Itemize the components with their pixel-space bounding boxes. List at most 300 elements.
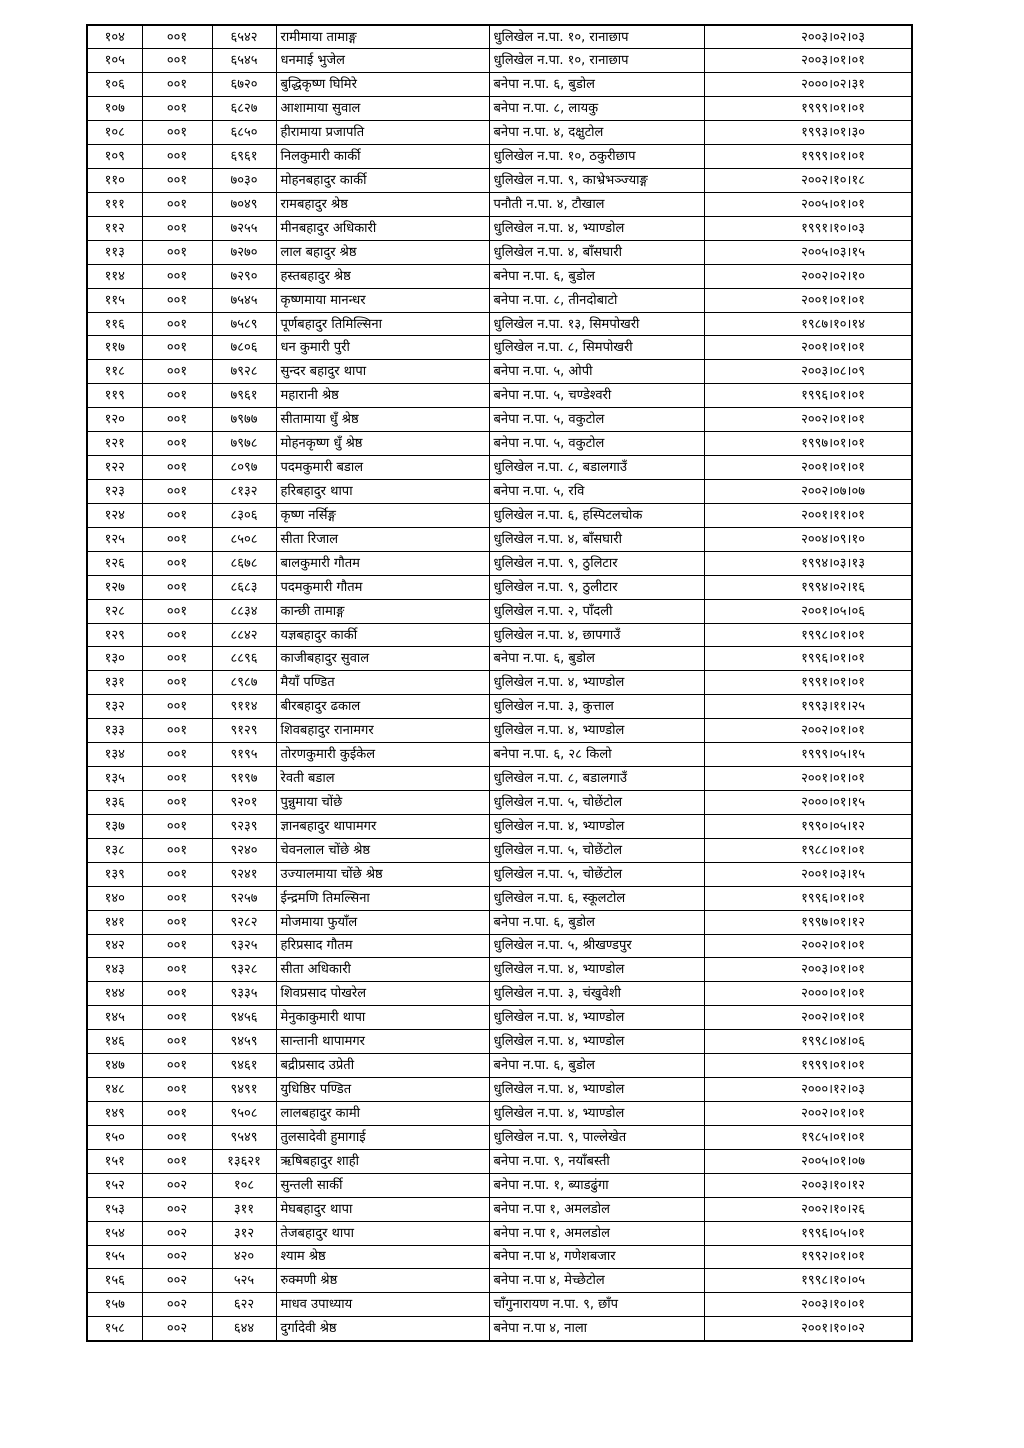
address-cell: बनेपा न.पा १, अमलडोल — [489, 1221, 704, 1245]
code-cell: ००१ — [142, 216, 212, 240]
date-cell: २००३।१०।१२ — [704, 1173, 912, 1197]
table-row — [87, 121, 912, 145]
serial-number-cell: १४१ — [87, 910, 142, 934]
registration-number-cell: ७०४९ — [212, 192, 276, 216]
registration-number-cell: ८३०६ — [212, 503, 276, 527]
registration-number-cell: ७५८९ — [212, 312, 276, 336]
table-row — [87, 814, 912, 838]
code-cell: ००१ — [142, 838, 212, 862]
address-cell: बनेपा न.पा. ८, लायकु — [489, 97, 704, 121]
date-cell: २००३।१०।०१ — [704, 1293, 912, 1317]
code-cell: ००१ — [142, 121, 212, 145]
serial-number-cell: १५८ — [87, 1317, 142, 1341]
address-cell: बनेपा न.पा. ४, दक्षुटोल — [489, 121, 704, 145]
serial-number-cell: १२२ — [87, 456, 142, 480]
table-row — [87, 695, 912, 719]
registration-number-cell: ८१३२ — [212, 480, 276, 504]
address-cell: धुलिखेल न.पा. ४, भ्याण्डोल — [489, 1006, 704, 1030]
date-cell: २००३।०१।०१ — [704, 958, 912, 982]
name-cell: धनमाई भुजेल — [276, 49, 489, 73]
serial-number-cell: १०८ — [87, 121, 142, 145]
serial-number-cell: १३६ — [87, 791, 142, 815]
name-cell: बुद्धिकृष्ण घिमिरे — [276, 73, 489, 97]
date-cell: २००२।०१।०१ — [704, 934, 912, 958]
date-cell: २००२।०२।१० — [704, 264, 912, 288]
name-cell: काजीबहादुर सुवाल — [276, 647, 489, 671]
address-cell: धुलिखेल न.पा. ४, छापगाउँ — [489, 623, 704, 647]
address-cell: धुलिखेल न.पा. १०, ठकुरीछाप — [489, 145, 704, 169]
code-cell: ००१ — [142, 360, 212, 384]
serial-number-cell: १५६ — [87, 1269, 142, 1293]
code-cell: ००१ — [142, 384, 212, 408]
code-cell: ००१ — [142, 647, 212, 671]
name-cell: तुलसादेवी हुमागाई — [276, 1125, 489, 1149]
table-row — [87, 1245, 912, 1269]
registration-number-cell: ८६७८ — [212, 551, 276, 575]
registration-number-cell: ७९६१ — [212, 384, 276, 408]
table-row — [87, 456, 912, 480]
serial-number-cell: १३८ — [87, 838, 142, 862]
date-cell: २००१।०१।०१ — [704, 767, 912, 791]
date-cell: २००१।०१।०१ — [704, 288, 912, 312]
code-cell: ००२ — [142, 1317, 212, 1341]
table-row — [87, 551, 912, 575]
name-cell: हरिप्रसाद गौतम — [276, 934, 489, 958]
code-cell: ००१ — [142, 1101, 212, 1125]
serial-number-cell: ११९ — [87, 384, 142, 408]
records-table — [86, 24, 913, 1342]
records-table-body — [87, 25, 912, 1341]
date-cell: १९९९।०५।१५ — [704, 743, 912, 767]
address-cell: बनेपा न.पा. ६, बुडोल — [489, 264, 704, 288]
name-cell: बालकुमारी गौतम — [276, 551, 489, 575]
code-cell: ००१ — [142, 1006, 212, 1030]
date-cell: २००३।०८।०९ — [704, 360, 912, 384]
code-cell: ००२ — [142, 1221, 212, 1245]
code-cell: ००१ — [142, 886, 212, 910]
code-cell: ००१ — [142, 264, 212, 288]
name-cell: कृष्णमाया मानन्धर — [276, 288, 489, 312]
date-cell: २०००।०२।३१ — [704, 73, 912, 97]
table-row — [87, 910, 912, 934]
registration-number-cell: ९२०१ — [212, 791, 276, 815]
name-cell: ऋषिबहादुर शाही — [276, 1149, 489, 1173]
address-cell: धुलिखेल न.पा. २, पाँदली — [489, 599, 704, 623]
serial-number-cell: १०४ — [87, 25, 142, 49]
date-cell: २००१।०५।०६ — [704, 599, 912, 623]
registration-number-cell: ७९७८ — [212, 432, 276, 456]
table-row — [87, 575, 912, 599]
table-row — [87, 527, 912, 551]
serial-number-cell: १०९ — [87, 145, 142, 169]
address-cell: धुलिखेल न.पा. ५, चोछेंटोल — [489, 791, 704, 815]
code-cell: ००१ — [142, 767, 212, 791]
serial-number-cell: १४८ — [87, 1078, 142, 1102]
table-row — [87, 480, 912, 504]
table-row — [87, 671, 912, 695]
address-cell: धुलिखेल न.पा. ४, भ्याण्डोल — [489, 814, 704, 838]
serial-number-cell: १५२ — [87, 1173, 142, 1197]
registration-number-cell: ७२७० — [212, 240, 276, 264]
name-cell: पदमकुमारी गौतम — [276, 575, 489, 599]
table-row — [87, 384, 912, 408]
date-cell: १९९४।०३।१३ — [704, 551, 912, 575]
serial-number-cell: १४५ — [87, 1006, 142, 1030]
address-cell: बनेपा न.पा. ५, चण्डेश्वरी — [489, 384, 704, 408]
address-cell: धुलिखेल न.पा. ५, चोछेंटोल — [489, 838, 704, 862]
registration-number-cell: ७०३० — [212, 169, 276, 193]
code-cell: ००१ — [142, 145, 212, 169]
address-cell: बनेपा न.पा. ६, बुडोल — [489, 647, 704, 671]
code-cell: ००२ — [142, 1197, 212, 1221]
code-cell: ००१ — [142, 73, 212, 97]
date-cell: २००५।०३।१५ — [704, 240, 912, 264]
address-cell: बनेपा न.पा. ८, तीनदोबाटो — [489, 288, 704, 312]
date-cell: २०००।०१।०१ — [704, 982, 912, 1006]
registration-number-cell: ९१९७ — [212, 767, 276, 791]
date-cell: २००१।११।०१ — [704, 503, 912, 527]
address-cell: धुलिखेल न.पा. ८, बडालगाउँ — [489, 767, 704, 791]
table-row — [87, 886, 912, 910]
table-row — [87, 838, 912, 862]
code-cell: ००१ — [142, 958, 212, 982]
name-cell: हरिबहादुर थापा — [276, 480, 489, 504]
name-cell: धन कुमारी पुरी — [276, 336, 489, 360]
table-row — [87, 1269, 912, 1293]
name-cell: हीरामाया प्रजापति — [276, 121, 489, 145]
address-cell: धुलिखेल न.पा. ५, श्रीखण्डपुर — [489, 934, 704, 958]
registration-number-cell: १३६२१ — [212, 1149, 276, 1173]
code-cell: ००१ — [142, 623, 212, 647]
registration-number-cell: ५२५ — [212, 1269, 276, 1293]
address-cell: बनेपा न.पा ४, मेच्छेटोल — [489, 1269, 704, 1293]
name-cell: रामीमाया तामाङ्ग — [276, 25, 489, 49]
registration-number-cell: ६९६१ — [212, 145, 276, 169]
serial-number-cell: १४२ — [87, 934, 142, 958]
address-cell: बनेपा न.पा. ६, बुडोल — [489, 73, 704, 97]
registration-number-cell: ३११ — [212, 1197, 276, 1221]
address-cell: धुलिखेल न.पा. १०, रानाछाप — [489, 25, 704, 49]
address-cell: बनेपा न.पा. ५, ओपी — [489, 360, 704, 384]
serial-number-cell: ११३ — [87, 240, 142, 264]
name-cell: पुन्नुमाया चोंछे — [276, 791, 489, 815]
serial-number-cell: १२१ — [87, 432, 142, 456]
code-cell: ००१ — [142, 791, 212, 815]
registration-number-cell: ३१२ — [212, 1221, 276, 1245]
serial-number-cell: १४४ — [87, 982, 142, 1006]
serial-number-cell: १२० — [87, 408, 142, 432]
table-row — [87, 623, 912, 647]
code-cell: ००१ — [142, 743, 212, 767]
name-cell: मोहनकृष्ण धुँ श्रेष्ठ — [276, 432, 489, 456]
registration-number-cell: ९२४० — [212, 838, 276, 862]
address-cell: धुलिखेल न.पा. ४, बाँसघारी — [489, 240, 704, 264]
date-cell: २००३।०२।०३ — [704, 25, 912, 49]
table-row — [87, 1293, 912, 1317]
address-cell: धुलिखेल न.पा. ९, ठुलीटार — [489, 575, 704, 599]
serial-number-cell: १३५ — [87, 767, 142, 791]
table-row — [87, 934, 912, 958]
name-cell: चेवनलाल चोंछे श्रेष्ठ — [276, 838, 489, 862]
serial-number-cell: १५७ — [87, 1293, 142, 1317]
code-cell: ००१ — [142, 1149, 212, 1173]
table-row — [87, 432, 912, 456]
serial-number-cell: १५१ — [87, 1149, 142, 1173]
table-row — [87, 336, 912, 360]
name-cell: तोरणकुमारी कुईकेल — [276, 743, 489, 767]
table-row — [87, 1149, 912, 1173]
table-row — [87, 73, 912, 97]
registration-number-cell: ८६८३ — [212, 575, 276, 599]
name-cell: मैयाँ पण्डित — [276, 671, 489, 695]
table-row — [87, 288, 912, 312]
registration-number-cell: ७८०६ — [212, 336, 276, 360]
address-cell: धुलिखेल न.पा. १०, रानाछाप — [489, 49, 704, 73]
table-row — [87, 408, 912, 432]
code-cell: ००१ — [142, 25, 212, 49]
table-row — [87, 240, 912, 264]
serial-number-cell: १३४ — [87, 743, 142, 767]
registration-number-cell: ४२० — [212, 1245, 276, 1269]
code-cell: ००१ — [142, 814, 212, 838]
serial-number-cell: १३१ — [87, 671, 142, 695]
name-cell: सीता अधिकारी — [276, 958, 489, 982]
table-row — [87, 360, 912, 384]
address-cell: धुलिखेल न.पा. ४, भ्याण्डोल — [489, 1078, 704, 1102]
code-cell: ००१ — [142, 240, 212, 264]
table-row — [87, 1173, 912, 1197]
date-cell: १९९८।०४।०६ — [704, 1030, 912, 1054]
table-row — [87, 1054, 912, 1078]
address-cell: धुलिखेल न.पा. ९, पाल्लेखेत — [489, 1125, 704, 1149]
name-cell: बीरबहादुर ढकाल — [276, 695, 489, 719]
code-cell: ००१ — [142, 192, 212, 216]
serial-number-cell: १२६ — [87, 551, 142, 575]
name-cell: ईन्द्रमणि तिमल्सिना — [276, 886, 489, 910]
address-cell: बनेपा न.पा. ६, बुडोल — [489, 910, 704, 934]
registration-number-cell: ६२२ — [212, 1293, 276, 1317]
name-cell: निलकुमारी कार्की — [276, 145, 489, 169]
serial-number-cell: १२४ — [87, 503, 142, 527]
code-cell: ००१ — [142, 551, 212, 575]
registration-number-cell: ९११४ — [212, 695, 276, 719]
registration-number-cell: ६५४५ — [212, 49, 276, 73]
registration-number-cell: ६५४२ — [212, 25, 276, 49]
date-cell: २००१।०१।०१ — [704, 336, 912, 360]
registration-number-cell: ९४५९ — [212, 1030, 276, 1054]
address-cell: धुलिखेल न.पा. ४, भ्याण्डोल — [489, 958, 704, 982]
table-row — [87, 49, 912, 73]
name-cell: श्याम श्रेष्ठ — [276, 1245, 489, 1269]
date-cell: १९९७।०१।०१ — [704, 432, 912, 456]
code-cell: ००१ — [142, 671, 212, 695]
name-cell: हस्तबहादुर श्रेष्ठ — [276, 264, 489, 288]
code-cell: ००१ — [142, 575, 212, 599]
code-cell: ००१ — [142, 456, 212, 480]
table-row — [87, 1078, 912, 1102]
serial-number-cell: १४३ — [87, 958, 142, 982]
date-cell: १९९९।०१।०१ — [704, 97, 912, 121]
table-row — [87, 264, 912, 288]
table-row — [87, 169, 912, 193]
table-row — [87, 599, 912, 623]
address-cell: धुलिखेल न.पा. ४, बाँसघारी — [489, 527, 704, 551]
address-cell: धुलिखेल न.पा. ४, भ्याण्डोल — [489, 1030, 704, 1054]
name-cell: तेजबहादुर थापा — [276, 1221, 489, 1245]
address-cell: धुलिखेल न.पा. ९, काभ्रेभञ्ज्याङ्ग — [489, 169, 704, 193]
name-cell: मीनबहादुर अधिकारी — [276, 216, 489, 240]
table-row — [87, 719, 912, 743]
name-cell: मेघबहादुर थापा — [276, 1197, 489, 1221]
code-cell: ००१ — [142, 432, 212, 456]
table-row — [87, 312, 912, 336]
date-cell: २००२।१०।२६ — [704, 1197, 912, 1221]
registration-number-cell: ७२५५ — [212, 216, 276, 240]
registration-number-cell: ९१९५ — [212, 743, 276, 767]
date-cell: १९९८।१०।०५ — [704, 1269, 912, 1293]
serial-number-cell: ११५ — [87, 288, 142, 312]
registration-number-cell: ८८९६ — [212, 647, 276, 671]
serial-number-cell: ११० — [87, 169, 142, 193]
serial-number-cell: १३२ — [87, 695, 142, 719]
date-cell: १९९१।०१।०१ — [704, 671, 912, 695]
address-cell: धुलिखेल न.पा. ५, चोछेंटोल — [489, 862, 704, 886]
table-row — [87, 982, 912, 1006]
serial-number-cell: ११६ — [87, 312, 142, 336]
serial-number-cell: १३७ — [87, 814, 142, 838]
address-cell: धुलिखेल न.पा. ८, सिमपोखरी — [489, 336, 704, 360]
date-cell: १९९६।०१।०१ — [704, 384, 912, 408]
address-cell: बनेपा न.पा. ६, २८ किलो — [489, 743, 704, 767]
code-cell: ००१ — [142, 934, 212, 958]
address-cell: बनेपा न.पा १, अमलडोल — [489, 1197, 704, 1221]
registration-number-cell: ६८२७ — [212, 97, 276, 121]
name-cell: मेनुकाकुमारी थापा — [276, 1006, 489, 1030]
code-cell: ००१ — [142, 695, 212, 719]
date-cell: २००१।०३।१५ — [704, 862, 912, 886]
registration-number-cell: ९४९१ — [212, 1078, 276, 1102]
registration-number-cell: ८८३४ — [212, 599, 276, 623]
table-row — [87, 1197, 912, 1221]
code-cell: ००१ — [142, 982, 212, 1006]
registration-number-cell: ९५०८ — [212, 1101, 276, 1125]
address-cell: बनेपा न.पा. ५, वकुटोल — [489, 432, 704, 456]
name-cell: रुक्मणी श्रेष्ठ — [276, 1269, 489, 1293]
serial-number-cell: १२७ — [87, 575, 142, 599]
name-cell: लाल बहादुर श्रेष्ठ — [276, 240, 489, 264]
code-cell: ००२ — [142, 1245, 212, 1269]
name-cell: सुन्दर बहादुर थापा — [276, 360, 489, 384]
registration-number-cell: ९२४१ — [212, 862, 276, 886]
name-cell: शिवबहादुर रानामगर — [276, 719, 489, 743]
serial-number-cell: १३३ — [87, 719, 142, 743]
date-cell: १९९२।०१।०१ — [704, 1245, 912, 1269]
name-cell: सीता रिजाल — [276, 527, 489, 551]
date-cell: १९९८।०१।०१ — [704, 623, 912, 647]
date-cell: १९९९।०१।०१ — [704, 145, 912, 169]
serial-number-cell: ११८ — [87, 360, 142, 384]
registration-number-cell: ६८५० — [212, 121, 276, 145]
date-cell: २००४।०९।१० — [704, 527, 912, 551]
date-cell: १९८५।०१।०१ — [704, 1125, 912, 1149]
code-cell: ००१ — [142, 480, 212, 504]
code-cell: ००१ — [142, 1030, 212, 1054]
address-cell: धुलिखेल न.पा. ३, चंखुवेशी — [489, 982, 704, 1006]
date-cell: २००३।०१।०१ — [704, 49, 912, 73]
address-cell: धुलिखेल न.पा. ४, भ्याण्डोल — [489, 1101, 704, 1125]
date-cell: १९९३।११।२५ — [704, 695, 912, 719]
name-cell: मोहनबहादुर कार्की — [276, 169, 489, 193]
name-cell: सुन्तली सार्की — [276, 1173, 489, 1197]
date-cell: १९८७।१०।१४ — [704, 312, 912, 336]
code-cell: ००१ — [142, 599, 212, 623]
address-cell: बनेपा न.पा. ५, रवि — [489, 480, 704, 504]
address-cell: पनौती न.पा. ४, टौखाल — [489, 192, 704, 216]
serial-number-cell: १४७ — [87, 1054, 142, 1078]
date-cell: १९९६।०१।०१ — [704, 647, 912, 671]
serial-number-cell: १२३ — [87, 480, 142, 504]
table-row — [87, 1101, 912, 1125]
registration-number-cell: ९३३५ — [212, 982, 276, 1006]
address-cell: चाँगुनारायण न.पा. ९, छाँप — [489, 1293, 704, 1317]
registration-number-cell: ९२३९ — [212, 814, 276, 838]
date-cell: १९९३।०१।३० — [704, 121, 912, 145]
serial-number-cell: ११२ — [87, 216, 142, 240]
table-row — [87, 1125, 912, 1149]
serial-number-cell: १४० — [87, 886, 142, 910]
date-cell: १९८८।०१।०१ — [704, 838, 912, 862]
table-row — [87, 647, 912, 671]
code-cell: ००२ — [142, 1269, 212, 1293]
table-row — [87, 743, 912, 767]
code-cell: ००२ — [142, 1293, 212, 1317]
name-cell: रेवती बडाल — [276, 767, 489, 791]
serial-number-cell: १५४ — [87, 1221, 142, 1245]
address-cell: धुलिखेल न.पा. ४, भ्याण्डोल — [489, 671, 704, 695]
table-row — [87, 791, 912, 815]
table-row — [87, 767, 912, 791]
name-cell: दुर्गादेवी श्रेष्ठ — [276, 1317, 489, 1341]
registration-number-cell: ९२५७ — [212, 886, 276, 910]
serial-number-cell: १४९ — [87, 1101, 142, 1125]
table-row — [87, 958, 912, 982]
address-cell: धुलिखेल न.पा. ४, भ्याण्डोल — [489, 719, 704, 743]
serial-number-cell: ११७ — [87, 336, 142, 360]
registration-number-cell: ९३२५ — [212, 934, 276, 958]
registration-number-cell: ९२८२ — [212, 910, 276, 934]
date-cell: २००५।०१।०१ — [704, 192, 912, 216]
code-cell: ००१ — [142, 408, 212, 432]
name-cell: सीतामाया धुँ श्रेष्ठ — [276, 408, 489, 432]
serial-number-cell: १४६ — [87, 1030, 142, 1054]
date-cell: २००२।०१।०१ — [704, 408, 912, 432]
name-cell: माधव उपाध्याय — [276, 1293, 489, 1317]
code-cell: ००१ — [142, 1125, 212, 1149]
table-row — [87, 1221, 912, 1245]
address-cell: धुलिखेल न.पा. ४, भ्याण्डोल — [489, 216, 704, 240]
registration-number-cell: ९४५६ — [212, 1006, 276, 1030]
code-cell: ००१ — [142, 336, 212, 360]
serial-number-cell: १०५ — [87, 49, 142, 73]
name-cell: महारानी श्रेष्ठ — [276, 384, 489, 408]
code-cell: ००१ — [142, 503, 212, 527]
name-cell: यज्ञबहादुर कार्की — [276, 623, 489, 647]
date-cell: १९९६।०१।०१ — [704, 886, 912, 910]
code-cell: ००१ — [142, 910, 212, 934]
table-row — [87, 25, 912, 49]
date-cell: २००२।०१।०१ — [704, 719, 912, 743]
code-cell: ००२ — [142, 1173, 212, 1197]
